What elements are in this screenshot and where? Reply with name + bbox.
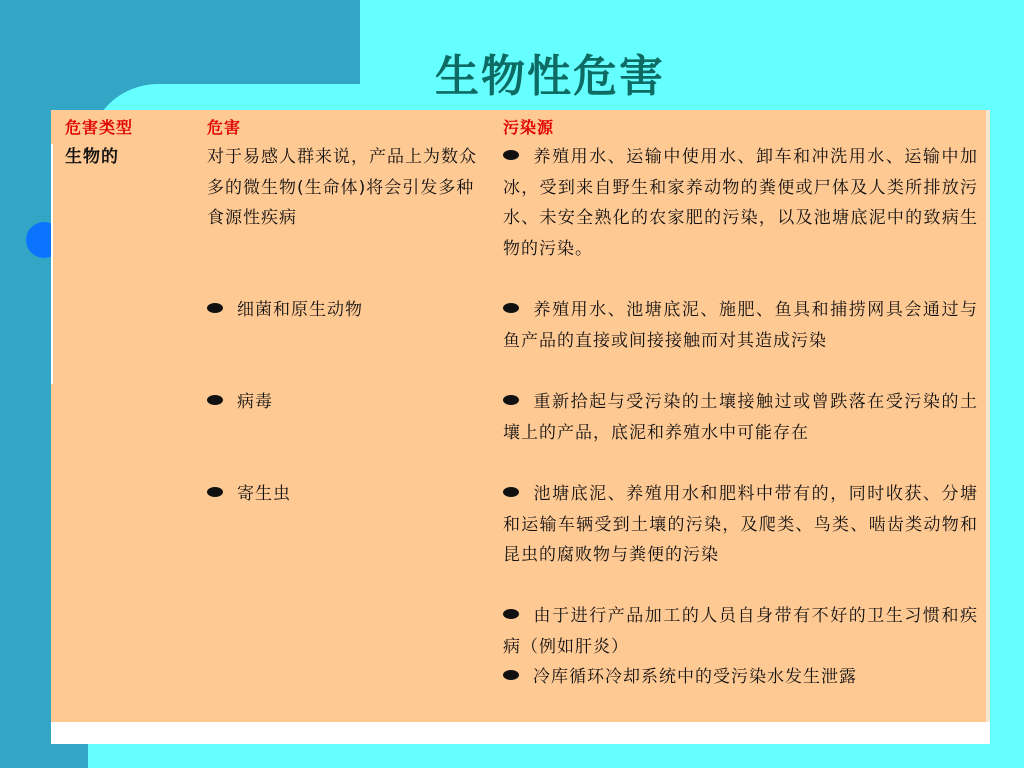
row-hazard-text: 病毒 <box>237 392 273 412</box>
row-source-text: 池塘底泥、养殖用水和肥料中带有的，同时收获、分塘和运输车辆受到土壤的污染，及爬类、鸟类、啮齿类动物和昆虫的腐败物与粪便的污染 <box>503 484 978 565</box>
bullet-icon <box>207 395 223 405</box>
row-source <box>503 479 978 571</box>
header-source: 污染源 <box>503 118 555 137</box>
row-hazard-text: 细菌和原生动物 <box>237 300 363 320</box>
row-source-text: 冷库循环冷却系统中的受污染水发生泄露 <box>533 667 857 687</box>
row-source-text: 由于进行产品加工的人员自身带有不好的卫生习惯和疾病（例如肝炎） <box>503 606 978 657</box>
table-left-border <box>51 144 53 384</box>
row-source <box>503 662 978 693</box>
row-source <box>503 601 978 662</box>
row-hazard <box>207 295 487 326</box>
row-source-text: 养殖用水、池塘底泥、施肥、鱼具和捕捞网具会通过与鱼产品的直接或间接接触而对其造成污染 <box>503 300 978 351</box>
row-hazard: 对于易感人群来说，产品上为数众多的微生物(生命体)将会引发多种食源性疾病 <box>207 147 477 228</box>
row-hazard-type: 生物的 <box>65 147 119 167</box>
slide-title: 生物性危害 <box>435 51 665 102</box>
bullet-icon <box>503 487 519 497</box>
row-source <box>503 387 978 448</box>
row-hazard <box>207 387 487 418</box>
header-hazard: 危害 <box>207 118 242 137</box>
row-hazard <box>207 479 487 510</box>
bullet-icon <box>503 609 519 619</box>
bullet-icon <box>503 303 519 313</box>
row-hazard-text: 寄生虫 <box>237 484 291 504</box>
bullet-icon <box>207 487 223 497</box>
row-source-text: 重新拾起与受污染的土壤接触过或曾跌落在受污染的土壤上的产品，底泥和养殖水中可能存在 <box>503 392 978 443</box>
table-right-border <box>986 110 990 722</box>
bullet-icon <box>207 303 223 313</box>
bullet-icon <box>503 670 519 680</box>
hazard-table <box>51 110 990 744</box>
header-hazard-type: 危害类型 <box>65 118 134 137</box>
bullet-icon <box>503 395 519 405</box>
row-source <box>503 142 978 264</box>
row-source-text: 养殖用水、运输中使用水、卸车和冲洗用水、运输中加冰，受到来自野生和家养动物的粪便或尸体及人类所排放污水、未安全熟化的农家肥的污染，以及池塘底泥中的致病生物的污染。 <box>503 147 978 259</box>
row-source <box>503 295 978 356</box>
bullet-icon <box>503 150 519 160</box>
